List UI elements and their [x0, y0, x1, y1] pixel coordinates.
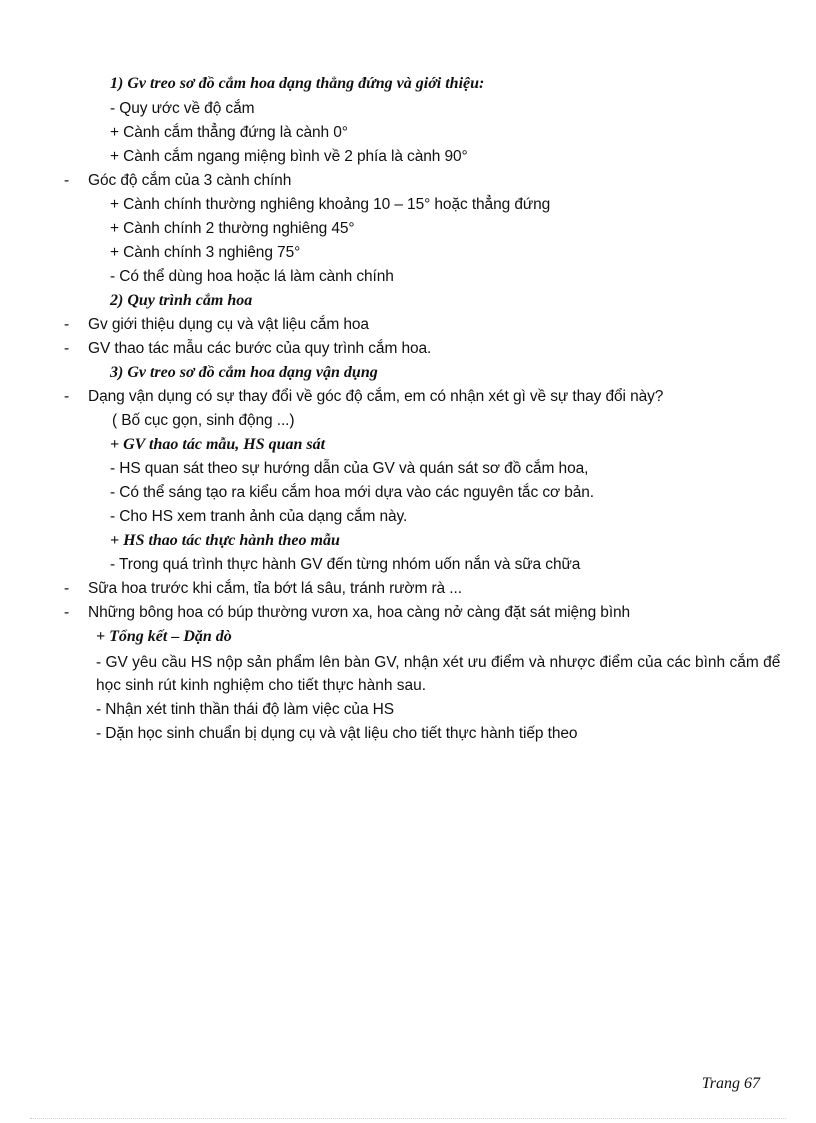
footer-divider — [30, 1118, 786, 1119]
text-line: Góc độ cắm của 3 cành chính — [88, 172, 292, 189]
heading-2: 2) Quy trình cắm hoa — [110, 292, 253, 309]
text-line: Gv giới thiệu dụng cụ và vật liệu cắm hoa — [88, 316, 369, 333]
heading-1: 1) Gv treo sơ đồ cắm hoa dạng thẳng đứng và giới thiệu: — [110, 75, 485, 92]
text-line: + Cành cắm thẳng đứng là cành 0° — [110, 124, 348, 141]
text-line: - Quy ước về độ cắm — [110, 100, 255, 117]
bullet-dash: - — [64, 388, 70, 405]
text-line: - HS quan sát theo sự hướng dẫn của GV và quán sát sơ đồ cắm hoa, — [110, 460, 589, 477]
text-line: + Cành chính 2 thường nghiêng 45° — [110, 220, 355, 237]
text-line: - Có thể dùng hoa hoặc lá làm cành chính — [110, 268, 394, 285]
text-line: Những bông hoa có búp thường vươn xa, hoa càng nở càng đặt sát miệng bình — [88, 604, 631, 621]
paragraph: - GV yêu cầu HS nộp sản phẩm lên bàn GV, nhận xét ưu điểm và nhược điểm của các bình cắm để học sinh rút kinh nghiệm cho tiết thực hành sau. — [96, 654, 781, 694]
heading-3: 3) Gv treo sơ đồ cắm hoa dạng vận dụng — [110, 364, 378, 381]
text-line: Dạng vận dụng có sự thay đổi về góc độ cắm, em có nhận xét gì về sự thay đổi này? — [88, 388, 664, 405]
text-line: Sữa hoa trước khi cắm, tỉa bớt lá sâu, tránh rườm rà ... — [88, 580, 462, 597]
bullet-dash: - — [64, 316, 70, 333]
text-line: - Có thể sáng tạo ra kiểu cắm hoa mới dựa vào các nguyên tắc cơ bản. — [110, 484, 595, 501]
subheading: + Tổng kết – Dặn dò — [96, 628, 232, 645]
text-line: - Dặn học sinh chuẩn bị dụng cụ và vật liệu cho tiết thực hành tiếp theo — [96, 725, 578, 742]
bullet-dash: - — [64, 604, 70, 621]
subheading: + HS thao tác thực hành theo mẫu — [110, 532, 340, 549]
text-line: + Cành chính 3 nghiêng 75° — [110, 244, 301, 261]
bullet-dash: - — [64, 340, 70, 357]
bullet-dash: - — [64, 580, 70, 597]
bullet-dash: - — [64, 172, 70, 189]
subheading: + GV thao tác mẫu, HS quan sát — [110, 436, 326, 453]
text-line: ( Bố cục gọn, sinh động ...) — [112, 412, 295, 429]
text-line: - Trong quá trình thực hành GV đến từng nhóm uốn nắn và sữa chữa — [110, 556, 581, 573]
text-line: + Cành chính thường nghiêng khoảng 10 – 15° hoặc thẳng đứng — [110, 196, 551, 213]
text-line: GV thao tác mẫu các bước của quy trình cắm hoa. — [88, 340, 432, 357]
text-line: + Cành cắm ngang miệng bình về 2 phía là cành 90° — [110, 148, 468, 165]
page-number: Trang 67 — [701, 1075, 760, 1092]
text-line: - Nhận xét tinh thần thái độ làm việc của HS — [96, 701, 395, 718]
text-line: - Cho HS xem tranh ảnh của dạng cắm này. — [110, 508, 408, 525]
